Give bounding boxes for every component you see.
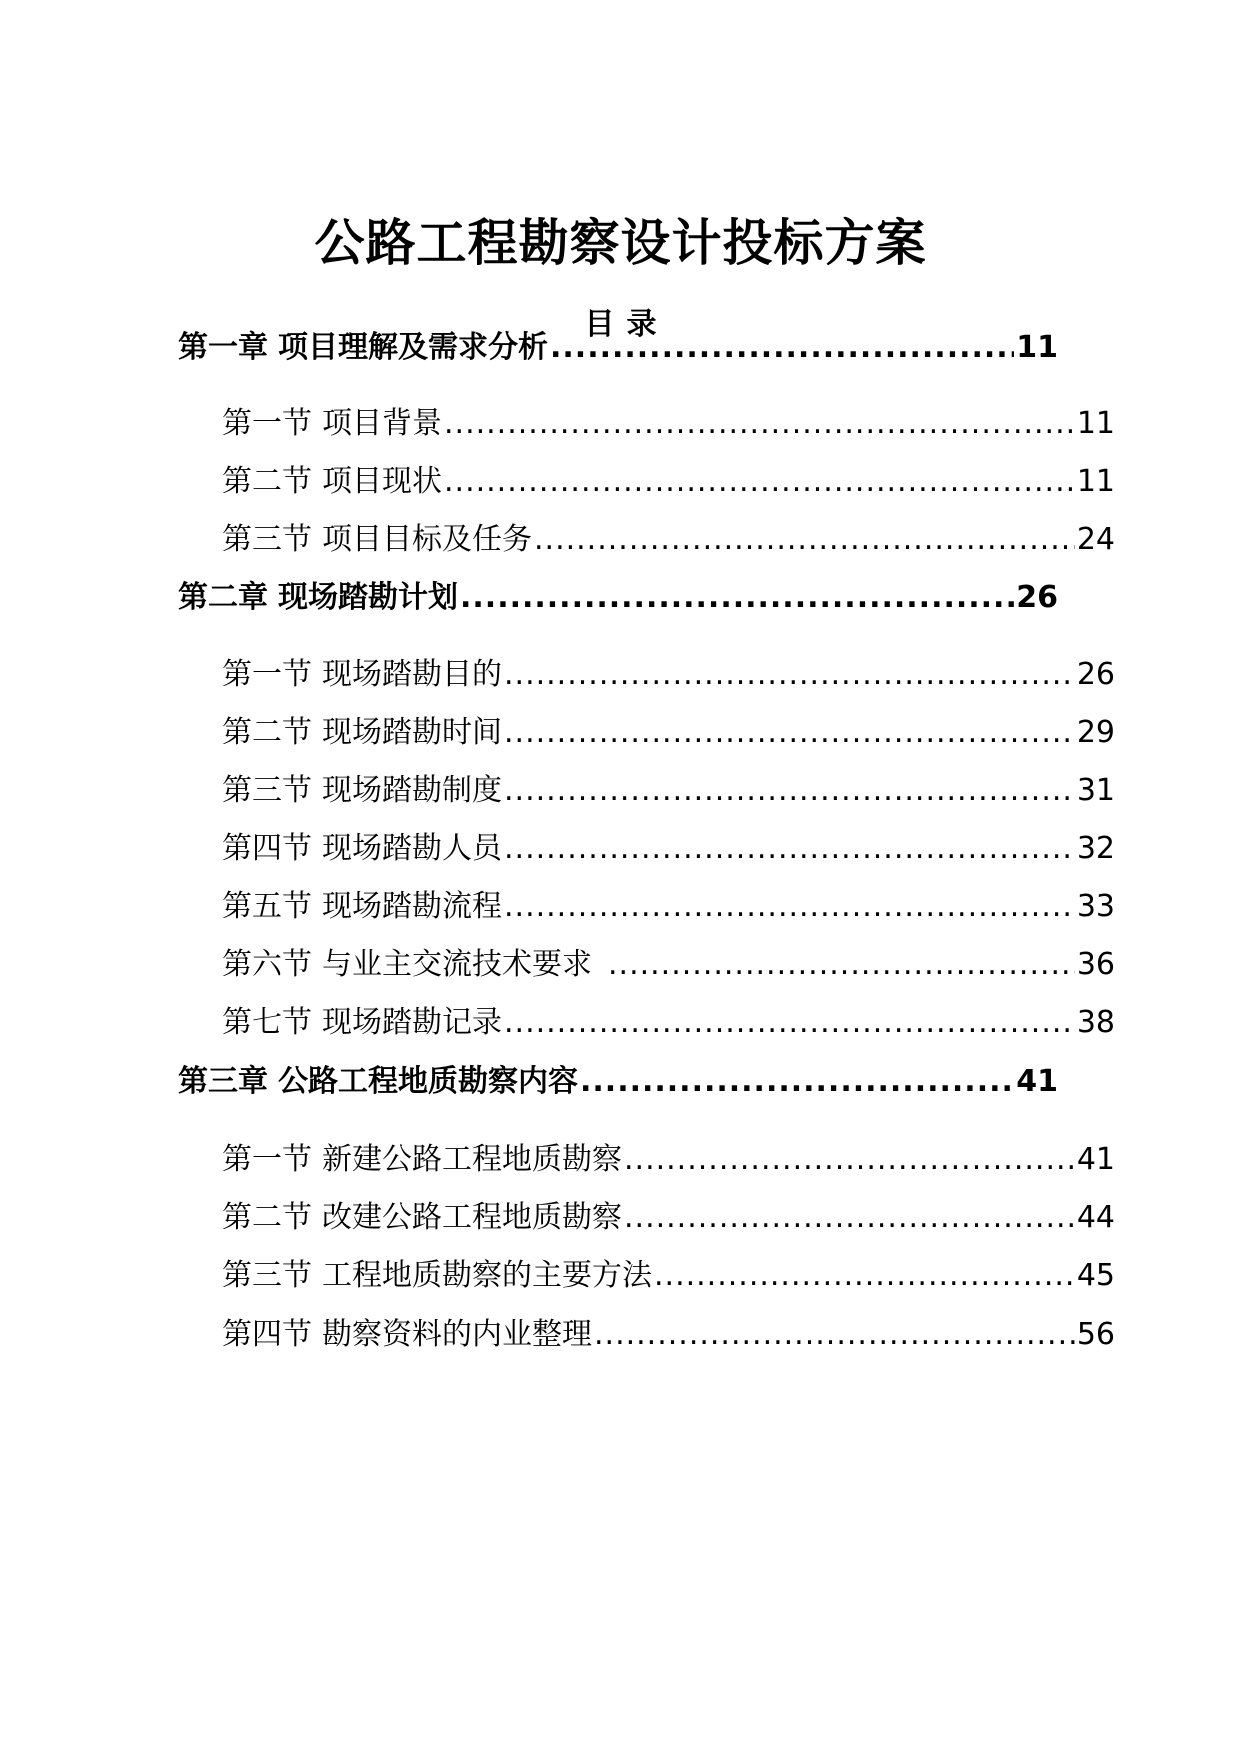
section-page-number: 36	[1076, 947, 1115, 982]
toc-chapter-entry[interactable]	[178, 326, 1058, 370]
dot-leader	[550, 326, 1014, 370]
chapter-title: 现场踏勘计划	[278, 580, 458, 615]
dot-leader	[594, 1313, 1075, 1357]
chapter-title: 公路工程地质勘察内容	[278, 1064, 578, 1099]
section-number: 第七节	[222, 1005, 312, 1040]
section-page-number: 11	[1076, 464, 1115, 499]
document-title: 公路工程勘察设计投标方案	[314, 214, 927, 272]
dot-leader	[504, 711, 1075, 755]
chapter-number: 第三章	[178, 1064, 268, 1099]
dot-leader	[624, 1138, 1075, 1182]
section-title: 现场踏勘制度	[322, 773, 502, 808]
section-number: 第三节	[222, 1258, 312, 1293]
section-page-number: 44	[1076, 1200, 1115, 1235]
dot-leader	[504, 769, 1075, 813]
section-title: 项目现状	[322, 464, 442, 499]
section-page-number: 33	[1076, 889, 1115, 924]
toc-section-entry[interactable]	[222, 1001, 1115, 1045]
dot-leader	[504, 653, 1075, 697]
chapter-page-number: 26	[1016, 580, 1058, 615]
dot-leader	[504, 885, 1075, 929]
toc-section-entry[interactable]	[222, 1196, 1115, 1240]
section-number: 第二节	[222, 464, 312, 499]
section-title: 新建公路工程地质勘察	[322, 1142, 622, 1177]
toc-section-entry[interactable]	[222, 769, 1115, 813]
section-title: 项目目标及任务	[322, 522, 532, 557]
chapter-title: 项目理解及需求分析	[278, 330, 548, 365]
section-title: 现场踏勘人员	[322, 831, 502, 866]
toc-heading-char: 录	[626, 307, 657, 342]
section-title: 项目背景	[322, 406, 442, 441]
section-title: 工程地质勘察的主要方法	[322, 1258, 652, 1293]
section-page-number: 41	[1076, 1142, 1115, 1177]
toc-section-entry[interactable]	[222, 943, 1115, 987]
toc-heading-char: 目	[584, 307, 615, 342]
dot-leader	[654, 1254, 1075, 1298]
section-number: 第二节	[222, 1200, 312, 1235]
section-number: 第四节	[222, 1317, 312, 1352]
section-title: 与业主交流技术要求	[322, 947, 592, 982]
dot-leader	[504, 827, 1075, 871]
section-page-number: 56	[1076, 1317, 1115, 1352]
chapter-number: 第二章	[178, 580, 268, 615]
section-title: 现场踏勘记录	[322, 1005, 502, 1040]
section-title: 改建公路工程地质勘察	[322, 1200, 622, 1235]
section-page-number: 26	[1076, 657, 1115, 692]
section-number: 第一节	[222, 1142, 312, 1177]
dot-leader	[580, 1060, 1014, 1104]
section-number: 第三节	[222, 522, 312, 557]
section-page-number: 11	[1076, 406, 1115, 441]
dot-leader	[460, 576, 1014, 620]
section-page-number: 31	[1076, 773, 1115, 808]
dot-leader	[444, 460, 1075, 504]
section-page-number: 29	[1076, 715, 1115, 750]
dot-leader	[608, 943, 1075, 987]
section-title: 勘察资料的内业整理	[322, 1317, 592, 1352]
section-page-number: 24	[1076, 522, 1115, 557]
chapter-page-number: 11	[1016, 330, 1058, 365]
chapter-page-number: 41	[1016, 1064, 1058, 1099]
toc-section-entry[interactable]	[222, 711, 1115, 755]
toc-section-entry[interactable]	[222, 1313, 1115, 1357]
toc-section-entry[interactable]	[222, 653, 1115, 697]
dot-leader	[444, 402, 1075, 446]
section-page-number: 38	[1076, 1005, 1115, 1040]
toc-section-entry[interactable]	[222, 885, 1115, 929]
section-number: 第一节	[222, 406, 312, 441]
toc-chapter-entry[interactable]	[178, 1060, 1058, 1104]
chapter-number: 第一章	[178, 330, 268, 365]
section-number: 第三节	[222, 773, 312, 808]
section-number: 第六节	[222, 947, 312, 982]
section-page-number: 45	[1076, 1258, 1115, 1293]
toc-section-entry[interactable]	[222, 402, 1115, 446]
toc-section-entry[interactable]	[222, 460, 1115, 504]
section-number: 第四节	[222, 831, 312, 866]
toc-section-entry[interactable]	[222, 1254, 1115, 1298]
section-number: 第一节	[222, 657, 312, 692]
toc-section-entry[interactable]	[222, 827, 1115, 871]
dot-leader	[624, 1196, 1075, 1240]
dot-leader	[534, 518, 1075, 562]
toc-section-entry[interactable]	[222, 1138, 1115, 1182]
section-number: 第五节	[222, 889, 312, 924]
section-page-number: 32	[1076, 831, 1115, 866]
section-number: 第二节	[222, 715, 312, 750]
section-title: 现场踏勘目的	[322, 657, 502, 692]
toc-section-entry[interactable]	[222, 518, 1115, 562]
section-title: 现场踏勘时间	[322, 715, 502, 750]
toc-chapter-entry[interactable]	[178, 576, 1058, 620]
section-title: 现场踏勘流程	[322, 889, 502, 924]
dot-leader	[504, 1001, 1075, 1045]
